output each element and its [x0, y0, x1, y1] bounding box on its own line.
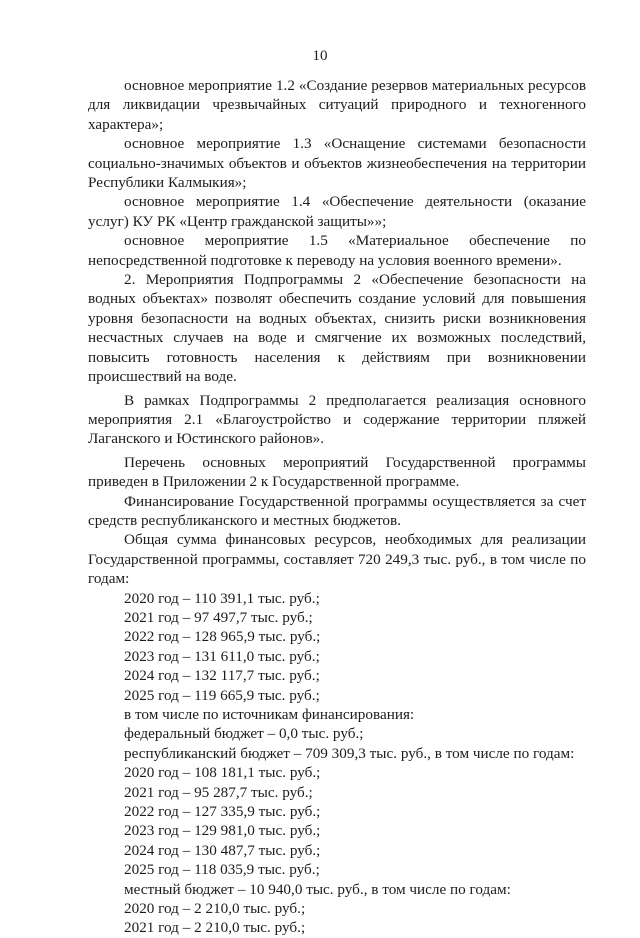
- republican-2025-line: 2025 год – 118 035,9 тыс. руб.;: [124, 861, 320, 879]
- paragraph-total-financing: Общая сумма финансовых ресурсов, необходимых для реализации Государственной программы, составляет 720 249,3 тыс. руб., в том числе по годам:: [88, 531, 586, 588]
- republican-2022-line: 2022 год – 127 335,9 тыс. руб.;: [124, 803, 321, 821]
- total-2023-line: 2023 год – 131 611,0 тыс. руб.;: [124, 647, 320, 665]
- paragraph-financing-sources: Финансирование Государственной программы осуществляется за счет средств республиканского и местных бюджетов.: [88, 492, 586, 529]
- paragraph-measure-1-2: основное мероприятие 1.2 «Создание резервов материальных ресурсов для ликвидации чрезвычайных ситуаций природного и техногенного характера»;: [88, 77, 586, 133]
- page-number: 10: [312, 48, 328, 64]
- paragraph-measure-1-4: основное мероприятие 1.4 «Обеспечение деятельности (оказание услуг) КУ РК «Центр гражданской защиты»»;: [88, 193, 586, 230]
- republican-2024-line: 2024 год – 130 487,7 тыс. руб.;: [124, 841, 321, 859]
- paragraph-measure-1-5: основное мероприятие 1.5 «Материальное обеспечение по непосредственной подготовке к переводу на условия военного времени».: [88, 232, 586, 269]
- paragraph-measures-list: Перечень основных мероприятий Государственной программы приведен в Приложении 2 к Государственной программе.: [88, 453, 586, 491]
- local-2020-line: 2020 год – 2 210,0 тыс. руб.;: [124, 900, 306, 918]
- total-2022-line: 2022 год – 128 965,9 тыс. руб.;: [124, 628, 321, 646]
- republican-2021-line: 2021 год – 95 287,7 тыс. руб.;: [124, 783, 313, 801]
- total-2020-line: 2020 год – 110 391,1 тыс. руб.;: [124, 589, 320, 607]
- paragraph-measure-1-3: основное мероприятие 1.3 «Оснащение системами безопасности социально-значимых объектов и объектов жизнеобеспечения на территории Республики Калмыкия»;: [88, 135, 586, 192]
- paragraph-subprogram-2-activities: 2. Мероприятия Подпрограммы 2 «Обеспечение безопасности на водных объектах» позволят обеспечить создание условий для повышения уровня безопасности на водных объектах, снизить риски возникновения несчастных случаев на воде и смягчение их возможных последствий, повысить готовность населения к действиям при возникновении происшествий на воде.: [88, 271, 586, 386]
- paragraph-subprogram-2-measure: В рамках Подпрограммы 2 предполагается реализация основного мероприятия 2.1 «Благоустройство и содержание территории пляжей Лаганского и Юстинского районов».: [88, 391, 586, 448]
- local-budget-line: местный бюджет – 10 940,0 тыс. руб., в том числе по годам:: [124, 880, 511, 898]
- total-2025-line: 2025 год – 119 665,9 тыс. руб.;: [124, 686, 320, 704]
- federal-budget-line: федеральный бюджет – 0,0 тыс. руб.;: [124, 725, 364, 743]
- republican-budget-line: республиканский бюджет – 709 309,3 тыс. руб., в том числе по годам:: [124, 744, 575, 762]
- total-2021-line: 2021 год – 97 497,7 тыс. руб.;: [124, 608, 313, 626]
- republican-2023-line: 2023 год – 129 981,0 тыс. руб.;: [124, 822, 321, 840]
- local-2021-line: 2021 год – 2 210,0 тыс. руб.;: [124, 919, 306, 937]
- republican-2020-line: 2020 год – 108 181,1 тыс. руб.;: [124, 764, 321, 782]
- funding-sources-heading: в том числе по источникам финансирования:: [124, 706, 415, 723]
- document-body: [88, 76, 586, 938]
- total-2024-line: 2024 год – 132 117,7 тыс. руб.;: [124, 667, 320, 685]
